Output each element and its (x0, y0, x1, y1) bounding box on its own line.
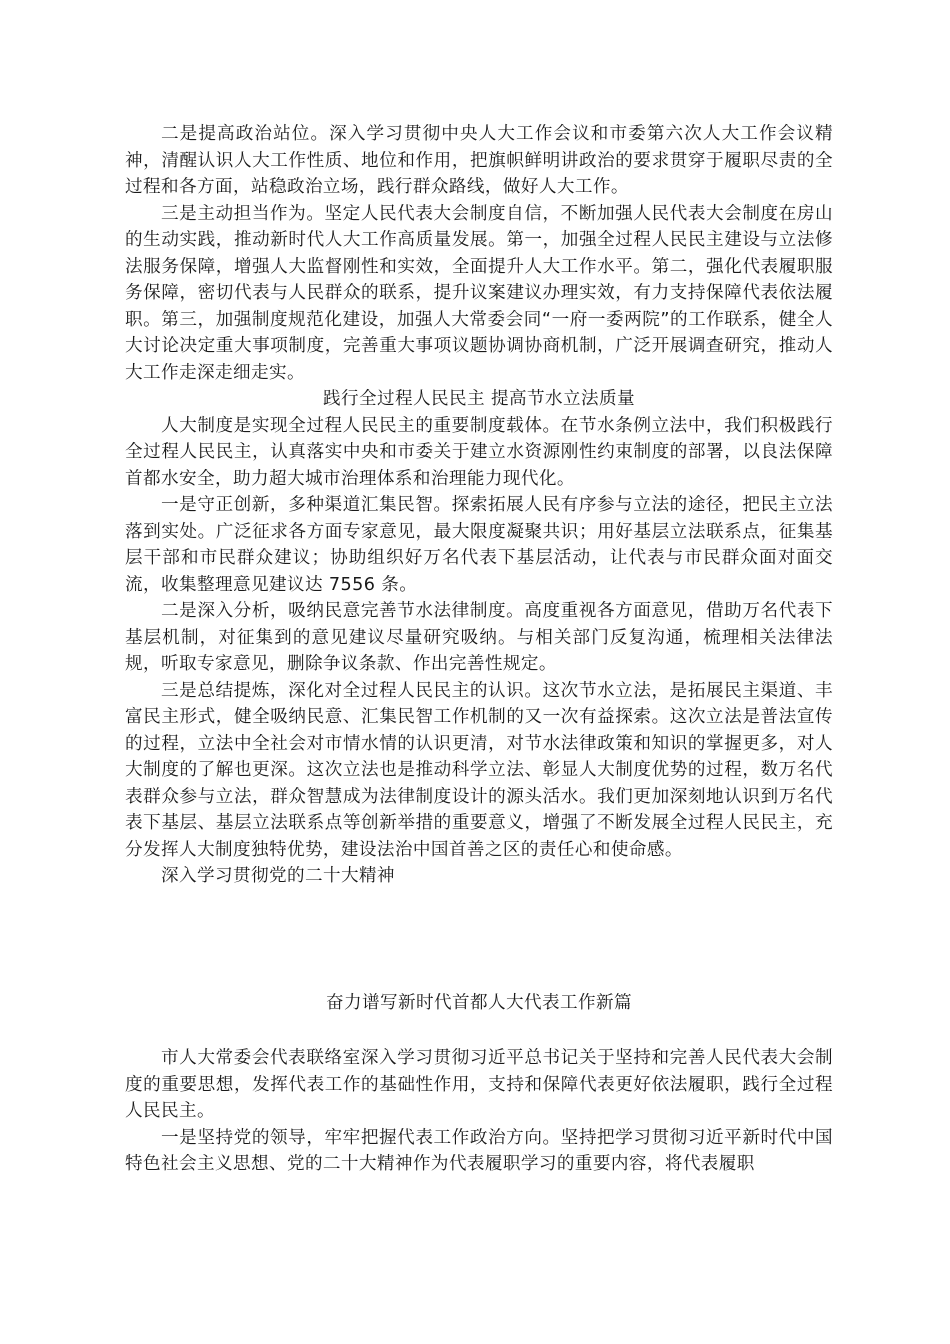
paragraph: 三是总结提炼，深化对全过程人民民主的认识。这次节水立法，是拓展民主渠道、丰富民主形式，健全吸纳民意、汇集民智工作机制的又一次有益探索。这次立法是普法宣传的过程，立法中全社会对市情水情的认识更清，对节水法律政策和知识的掌握更多，对人大制度的了解也更深。这次立法也是推动科学立法、彰显人大制度优势的过程，数万名代表群众参与立法，群众智慧成为法律制度设计的源头活水。我们更加深刻地认识到万名代表下基层、基层立法联系点等创新举措的重要意义，增强了不断发展全过程人民民主，充分发挥人大制度独特优势，建设法治中国首善之区的责任心和使命感。 (125, 680, 833, 860)
article-body (125, 121, 833, 890)
paragraph: 二是深入分析，吸纳民意完善节水法律制度。高度重视各方面意见，借助万名代表下基层机制，对征集到的意见建议尽量研究吸纳。与相关部门反复沟通，梳理相关法律法规，听取专家意见，删除争议条款、作出完善性规定。 (125, 601, 833, 674)
section-heading-line-2: 奋力谱写新时代首都人大代表工作新篇 (326, 993, 632, 1013)
paragraph: 一是坚持党的领导，牢牢把握代表工作政治方向。坚持把学习贯彻习近平新时代中国特色社会主义思想、党的二十大精神作为代表履职学习的重要内容，将代表履职 (125, 1127, 833, 1174)
section-heading-line-1: 深入学习贯彻党的二十大精神 (161, 866, 395, 886)
paragraph: 人大制度是实现全过程人民民主的重要制度载体。在节水条例立法中，我们积极践行全过程人民民主，认真落实中央和市委关于建立水资源刚性约束制度的部署，以良法保障首都水安全，助力超大城市治理体系和治理能力现代化。 (125, 415, 833, 489)
section-heading: 践行全过程人民民主 提高节水立法质量 (323, 389, 635, 409)
paragraph: 市人大常委会代表联络室深入学习贯彻习近平总书记关于坚持和完善人民代表大会制度的重要思想，发挥代表工作的基础性作用，支持和保障代表更好依法履职，践行全过程人民民主。 (125, 1048, 833, 1121)
paragraph: 一是守正创新，多种渠道汇集民智。探索拓展人民有序参与立法的途径，把民主立法落到实处。广泛征求各方面专家意见，最大限度凝聚共识；用好基层立法联系点，征集基层干部和市民群众建议；协助组织好万名代表下基层活动，让代表与市民群众面对面交流，收集整理意见建议达 7556 条。 (125, 495, 833, 595)
article-body-continued (125, 1045, 833, 1178)
paragraph: 三是主动担当作为。坚定人民代表大会制度自信，不断加强人民代表大会制度在房山的生动实践，推动新时代人大工作高质量发展。第一，加强全过程人民民主建设与立法修法服务保障，增强人大监督刚性和实效，全面提升人大工作水平。第二，强化代表履职服务保障，密切代表与人民群众的联系，提升议案建议办理实效，有力支持保障代表依法履职。第三，加强制度规范化建设，加强人大常委会同“一府一委两院”的工作联系，健全人大讨论决定重大事项制度，完善重大事项议题协调协商机制，广泛开展调查研究，推动人大工作走深走细走实。 (125, 203, 833, 383)
paragraph: 二是提高政治站位。深入学习贯彻中央人大工作会议和市委第六次人大工作会议精神，清醒认识人大工作性质、地位和作用，把旗帜鲜明讲政治的要求贯穿于履职尽责的全过程和各方面，站稳政治立场，践行群众路线，做好人大工作。 (125, 124, 833, 197)
